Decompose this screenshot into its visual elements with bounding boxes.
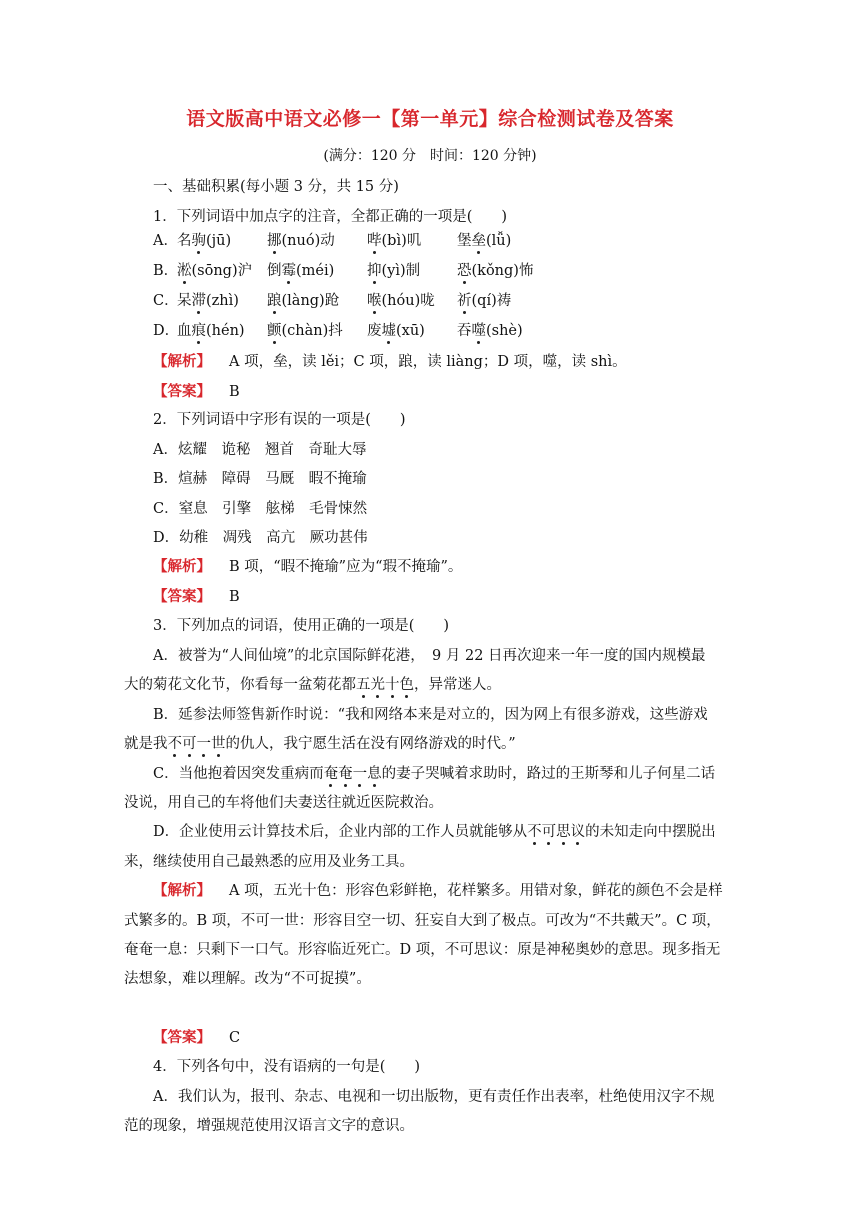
text-run: 的仇人，我宁愿生活在没有网络游戏的时代。” <box>225 736 516 752</box>
dotted-char: 哔 <box>367 233 382 249</box>
option-word <box>367 261 420 281</box>
page-title: 语文版高中语文必修一【第一单元】综合检测试卷及答案 <box>186 108 674 130</box>
dotted-char: 不 <box>167 736 182 752</box>
dotted-char: 五 <box>356 677 371 693</box>
text-run: C．当他抱着因突发重病而 <box>153 766 324 782</box>
dotted-char: 一 <box>196 736 211 752</box>
dotted-char: 十 <box>385 677 400 693</box>
question-1-analysis <box>153 352 627 372</box>
question-2-analysis <box>153 557 462 577</box>
text-run: 废 <box>367 323 382 339</box>
text-run: 大的菊花文化节，你看每一盆菊花都 <box>124 677 356 693</box>
option-word <box>177 261 252 281</box>
dotted-char: 踉 <box>267 293 282 309</box>
dotted-char: 祈 <box>457 293 472 309</box>
text-run: 倒 <box>267 263 282 279</box>
text-run: 名 <box>177 233 192 249</box>
dotted-char: 挪 <box>267 233 282 249</box>
text-run: (hén) <box>206 323 245 339</box>
dotted-char: 一 <box>352 766 368 782</box>
text-run: ，异常迷人。 <box>414 677 501 693</box>
question-2-stem: 2．下列词语中字形有误的一项是( ) <box>153 412 406 428</box>
text-run: 就是我 <box>124 736 168 752</box>
answer-tag: 【答案】 <box>153 383 211 400</box>
page-subtitle: (满分：120 分 时间：120 分钟) <box>323 148 537 164</box>
text-run: D．企业使用云计算技术后，企业内部的工作人员就能够从 <box>153 824 528 840</box>
dotted-char: 可 <box>541 824 557 840</box>
text-run: 呆 <box>177 293 192 309</box>
question-3-option-a-line1: A．被誉为“人间仙境”的北京国际鲜花港， 9 月 22 日再次迎来一年一度的国内规模最 <box>153 648 706 664</box>
question-3-option-b-line1: B．延参法师签售新作时说：“我和网络本来是对立的，因为网上有很多游戏，这些游戏 <box>153 707 708 723</box>
option-word <box>267 321 343 341</box>
dotted-char: 垒 <box>471 233 486 249</box>
question-3-analysis-line4: 法想象，难以理解。改为“不可捉摸”。 <box>124 971 371 987</box>
dotted-char: 息 <box>367 766 382 782</box>
question-3-analysis-line1 <box>153 881 723 901</box>
option-word <box>267 291 339 311</box>
text-run: 的妻子哭喊着求助时，路过的王斯琴和儿子何星二话 <box>381 766 716 782</box>
option-word <box>457 261 533 281</box>
question-2-option-c: C．窒息 引擎 舷梯 毛骨悚然 <box>153 501 368 517</box>
option-word <box>267 261 334 281</box>
text-run: (shè) <box>486 323 523 339</box>
question-3-option-c-line1 <box>153 764 715 784</box>
question-4-stem: 4．下列各句中，没有语病的一句是( ) <box>153 1059 421 1075</box>
text-run: 堡 <box>457 233 472 249</box>
analysis-tag: 【解析】 <box>153 882 211 899</box>
dotted-char: 淞 <box>177 263 192 279</box>
dotted-char: 议 <box>570 824 586 840</box>
dotted-char: 滞 <box>191 293 206 309</box>
dotted-phrase <box>324 766 382 782</box>
text-run: (lǚ) <box>486 233 512 249</box>
option-letter: D． <box>153 323 180 339</box>
dotted-char: 色 <box>399 677 414 693</box>
dotted-char: 世 <box>211 736 226 752</box>
dotted-char: 恐 <box>457 263 472 279</box>
option-word <box>367 291 435 311</box>
option-word <box>177 291 239 311</box>
text-run: (chàn)抖 <box>281 323 343 339</box>
text-run: (qí)祷 <box>471 293 512 309</box>
question-3-option-d-line1 <box>153 822 716 842</box>
answer-tag: 【答案】 <box>153 588 211 605</box>
text-run: (hóu)咙 <box>381 293 435 309</box>
analysis-text: A 项，垒，读 lěi；C 项，踉，读 liàng；D 项，噬，读 shì。 <box>229 354 627 370</box>
question-1-answer <box>153 382 240 402</box>
question-2-option-b: B．煊赫 障碍 马厩 暇不掩瑜 <box>153 471 367 487</box>
question-3-stem: 3．下列加点的词语，使用正确的一项是( ) <box>153 618 450 634</box>
answer-text: C <box>229 1030 241 1046</box>
option-word <box>457 321 523 341</box>
question-3-analysis-line2: 式繁多的。B 项，不可一世：形容目空一切、狂妄自大到了极点。可改为“不共戴天”。C 项， <box>124 913 721 929</box>
question-1-option-d <box>153 321 523 341</box>
section-heading: 一、基础积累(每小题 3 分，共 15 分) <box>153 179 399 195</box>
dotted-char: 奄 <box>323 766 339 782</box>
analysis-tag: 【解析】 <box>153 353 211 370</box>
dotted-char: 驹 <box>191 233 206 249</box>
option-letter: B． <box>153 263 179 279</box>
option-word <box>457 231 511 251</box>
question-3-option-a-line2 <box>124 675 501 695</box>
text-run: (zhì) <box>206 293 239 309</box>
question-1-stem: 1．下列词语中加点字的注音，全都正确的一项是( ) <box>153 209 508 225</box>
text-run: (kǒng)怖 <box>471 263 534 279</box>
option-word <box>457 291 511 311</box>
option-word <box>177 321 245 341</box>
analysis-text: A 项，五光十色：形容色彩鲜艳，花样繁多。用错对象，鲜花的颜色不会是样 <box>229 883 723 899</box>
question-2-option-d: D．幼稚 凋残 高亢 厥功甚伟 <box>153 530 368 546</box>
question-1-option-c <box>153 291 512 311</box>
text-run: (nuó)动 <box>281 233 335 249</box>
dotted-phrase <box>168 736 226 752</box>
answer-tag: 【答案】 <box>153 1029 211 1046</box>
dotted-char: 可 <box>182 736 197 752</box>
question-3-analysis-line3: 奄奄一息：只剩下一口气。形容临近死亡。D 项，不可思议：原是神秘奥妙的意思。现多指无 <box>124 942 721 958</box>
dotted-char: 墟 <box>381 323 396 339</box>
text-run: (bì)叽 <box>381 233 422 249</box>
analysis-tag: 【解析】 <box>153 558 211 575</box>
dotted-char: 痕 <box>191 323 206 339</box>
text-run: 吞 <box>457 323 472 339</box>
dotted-char: 思 <box>556 824 571 840</box>
dotted-char: 奄 <box>338 766 353 782</box>
dotted-char: 颤 <box>267 323 282 339</box>
question-3-option-d-line2: 来，继续使用自己最熟悉的应用及业务工具。 <box>124 854 414 870</box>
text-run: (sōng)沪 <box>191 263 253 279</box>
question-3-answer <box>153 1028 240 1048</box>
text-run: 血 <box>177 323 192 339</box>
analysis-text: B 项，“暇不掩瑜”应为“瑕不掩瑜”。 <box>229 559 463 575</box>
text-run: (xū) <box>396 323 425 339</box>
question-3-option-b-line2 <box>124 734 516 754</box>
answer-text: B <box>229 589 240 605</box>
text-run: (làng)跄 <box>281 293 340 309</box>
dotted-char: 喉 <box>367 293 382 309</box>
option-letter: C． <box>153 293 179 309</box>
question-1-option-b <box>153 261 534 281</box>
option-word <box>367 231 421 251</box>
dotted-phrase <box>356 677 414 693</box>
option-word <box>177 231 231 251</box>
option-letter: A． <box>153 233 178 249</box>
dotted-char: 不 <box>527 824 542 840</box>
dotted-char: 霉 <box>281 263 296 279</box>
answer-text: B <box>229 384 240 400</box>
question-1-option-a <box>153 231 512 251</box>
question-2-option-a: A．炫耀 诡秘 翘首 奇耻大辱 <box>153 442 367 458</box>
question-2-answer <box>153 587 240 607</box>
text-run: (jū) <box>206 233 232 249</box>
option-word <box>367 321 425 341</box>
text-run: (méi) <box>296 263 335 279</box>
question-4-option-a-line2: 范的现象，增强规范使用汉语言文字的意识。 <box>124 1118 414 1134</box>
dotted-char: 噬 <box>471 323 486 339</box>
dotted-char: 光 <box>370 677 385 693</box>
text-run: (yì)制 <box>381 263 421 279</box>
question-3-option-c-line2: 没说，用自己的车将他们夫妻送往就近医院救治。 <box>124 795 443 811</box>
question-4-option-a-line1: A．我们认为，报刊、杂志、电视和一切出版物，更有责任作出表率，杜绝使用汉字不规 <box>153 1089 715 1105</box>
dotted-phrase <box>527 824 585 840</box>
dotted-char: 抑 <box>367 263 382 279</box>
text-run: 的未知走向中摆脱出 <box>585 824 716 840</box>
option-word <box>267 231 335 251</box>
